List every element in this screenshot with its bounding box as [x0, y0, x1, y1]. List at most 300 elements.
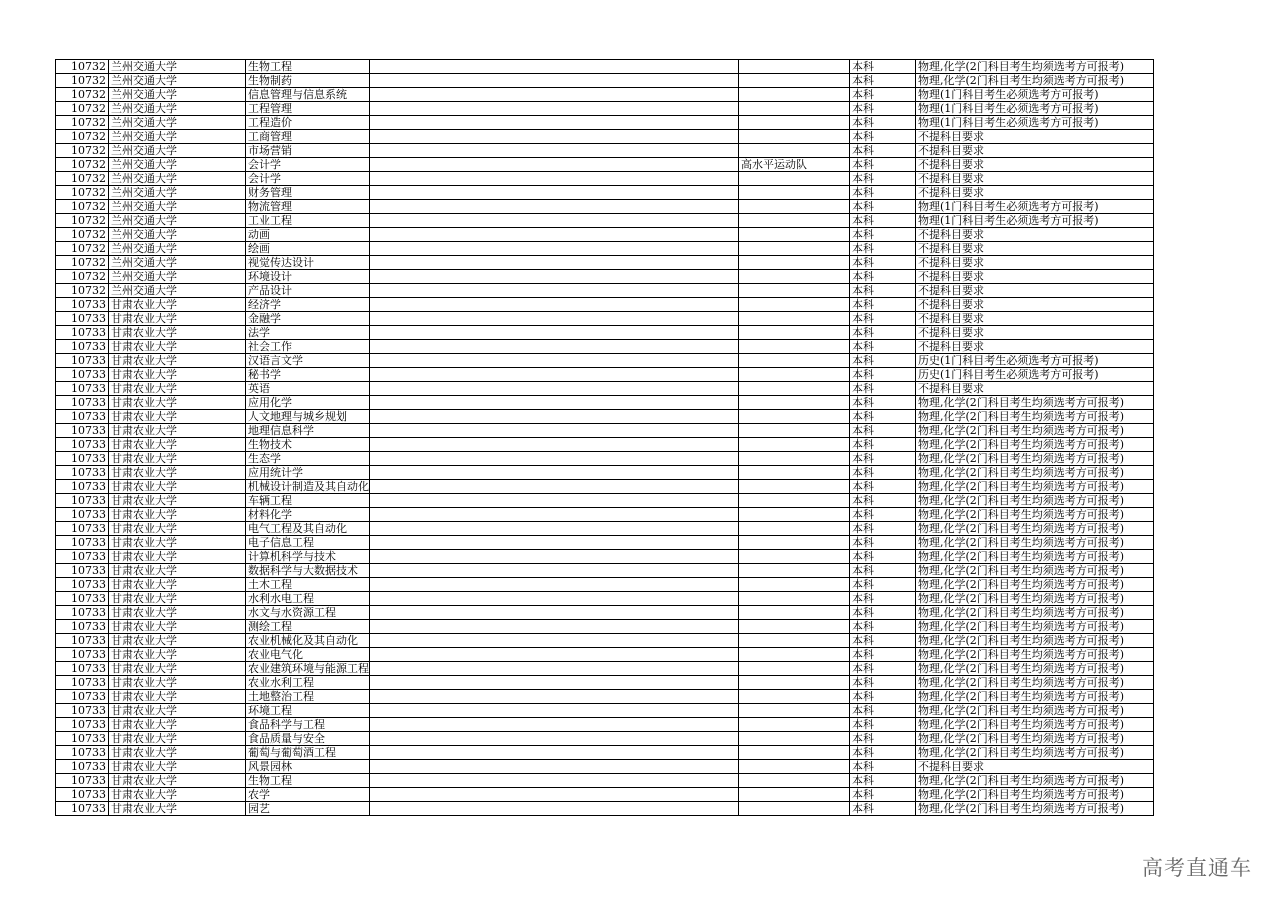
school-name-cell: 甘肃农业大学 [109, 718, 246, 732]
subject-requirement-cell: 物理,化学(2门科目考生均须选考方可报考) [916, 536, 1154, 550]
school-name-cell: 兰州交通大学 [109, 74, 246, 88]
admission-table [55, 59, 1154, 816]
school-name-cell: 甘肃农业大学 [109, 620, 246, 634]
note-cell [370, 494, 739, 508]
watermark: 高考直通车 [1142, 856, 1252, 880]
subject-requirement-cell: 物理,化学(2门科目考生均须选考方可报考) [916, 522, 1154, 536]
major-name-cell: 工业工程 [246, 214, 370, 228]
table-row [56, 704, 1154, 718]
table-row [56, 74, 1154, 88]
major-name-cell: 环境工程 [246, 704, 370, 718]
school-code-cell: 10732 [56, 144, 109, 158]
note-cell [370, 214, 739, 228]
subject-requirement-cell: 物理,化学(2门科目考生均须选考方可报考) [916, 606, 1154, 620]
major-name-cell: 工商管理 [246, 130, 370, 144]
major-name-cell: 动画 [246, 228, 370, 242]
subject-requirement-cell: 物理,化学(2门科目考生均须选考方可报考) [916, 480, 1154, 494]
note-cell [370, 158, 739, 172]
subject-requirement-cell: 不提科目要求 [916, 326, 1154, 340]
plan-type-cell [739, 522, 850, 536]
level-cell: 本科 [850, 256, 916, 270]
plan-type-cell [739, 200, 850, 214]
table-row [56, 200, 1154, 214]
level-cell: 本科 [850, 466, 916, 480]
major-name-cell: 数据科学与大数据技术 [246, 564, 370, 578]
major-name-cell: 生物工程 [246, 60, 370, 74]
subject-requirement-cell: 不提科目要求 [916, 158, 1154, 172]
major-name-cell: 农业电气化 [246, 648, 370, 662]
major-name-cell: 英语 [246, 382, 370, 396]
plan-type-cell: 高水平运动队 [739, 158, 850, 172]
table-row [56, 760, 1154, 774]
note-cell [370, 802, 739, 816]
major-name-cell: 土地整治工程 [246, 690, 370, 704]
note-cell [370, 256, 739, 270]
school-code-cell: 10733 [56, 494, 109, 508]
level-cell: 本科 [850, 298, 916, 312]
level-cell: 本科 [850, 396, 916, 410]
note-cell [370, 74, 739, 88]
level-cell: 本科 [850, 732, 916, 746]
major-name-cell: 工程造价 [246, 116, 370, 130]
table-row [56, 438, 1154, 452]
table-row [56, 88, 1154, 102]
subject-requirement-cell: 不提科目要求 [916, 256, 1154, 270]
school-code-cell: 10733 [56, 774, 109, 788]
table-row [56, 186, 1154, 200]
subject-requirement-cell: 物理(1门科目考生必须选考方可报考) [916, 88, 1154, 102]
level-cell: 本科 [850, 592, 916, 606]
major-name-cell: 应用统计学 [246, 466, 370, 480]
school-code-cell: 10733 [56, 592, 109, 606]
subject-requirement-cell: 物理,化学(2门科目考生均须选考方可报考) [916, 634, 1154, 648]
school-code-cell: 10733 [56, 396, 109, 410]
note-cell [370, 368, 739, 382]
subject-requirement-cell: 不提科目要求 [916, 312, 1154, 326]
table-row [56, 396, 1154, 410]
note-cell [370, 200, 739, 214]
plan-type-cell [739, 802, 850, 816]
school-code-cell: 10732 [56, 242, 109, 256]
major-name-cell: 金融学 [246, 312, 370, 326]
school-code-cell: 10733 [56, 606, 109, 620]
major-name-cell: 水文与水资源工程 [246, 606, 370, 620]
subject-requirement-cell: 物理,化学(2门科目考生均须选考方可报考) [916, 690, 1154, 704]
table-row [56, 270, 1154, 284]
school-code-cell: 10732 [56, 74, 109, 88]
school-name-cell: 兰州交通大学 [109, 102, 246, 116]
table-row [56, 788, 1154, 802]
subject-requirement-cell: 物理,化学(2门科目考生均须选考方可报考) [916, 60, 1154, 74]
subject-requirement-cell: 不提科目要求 [916, 228, 1154, 242]
major-name-cell: 测绘工程 [246, 620, 370, 634]
school-code-cell: 10733 [56, 424, 109, 438]
plan-type-cell [739, 228, 850, 242]
table-row [56, 718, 1154, 732]
school-code-cell: 10732 [56, 228, 109, 242]
level-cell: 本科 [850, 788, 916, 802]
note-cell [370, 634, 739, 648]
school-code-cell: 10733 [56, 508, 109, 522]
school-code-cell: 10733 [56, 760, 109, 774]
school-name-cell: 兰州交通大学 [109, 60, 246, 74]
table-row [56, 802, 1154, 816]
plan-type-cell [739, 172, 850, 186]
major-name-cell: 应用化学 [246, 396, 370, 410]
level-cell: 本科 [850, 606, 916, 620]
level-cell: 本科 [850, 662, 916, 676]
table-row [56, 550, 1154, 564]
note-cell [370, 410, 739, 424]
school-code-cell: 10733 [56, 466, 109, 480]
major-name-cell: 人文地理与城乡规划 [246, 410, 370, 424]
level-cell: 本科 [850, 480, 916, 494]
school-name-cell: 兰州交通大学 [109, 214, 246, 228]
school-code-cell: 10733 [56, 564, 109, 578]
subject-requirement-cell: 物理,化学(2门科目考生均须选考方可报考) [916, 676, 1154, 690]
plan-type-cell [739, 102, 850, 116]
school-code-cell: 10733 [56, 746, 109, 760]
table-row [56, 116, 1154, 130]
school-name-cell: 甘肃农业大学 [109, 326, 246, 340]
subject-requirement-cell: 不提科目要求 [916, 284, 1154, 298]
subject-requirement-cell: 物理,化学(2门科目考生均须选考方可报考) [916, 732, 1154, 746]
level-cell: 本科 [850, 494, 916, 508]
level-cell: 本科 [850, 760, 916, 774]
plan-type-cell [739, 732, 850, 746]
subject-requirement-cell: 物理,化学(2门科目考生均须选考方可报考) [916, 424, 1154, 438]
plan-type-cell [739, 130, 850, 144]
school-name-cell: 甘肃农业大学 [109, 424, 246, 438]
note-cell [370, 144, 739, 158]
major-name-cell: 生态学 [246, 452, 370, 466]
school-name-cell: 甘肃农业大学 [109, 522, 246, 536]
level-cell: 本科 [850, 340, 916, 354]
note-cell [370, 620, 739, 634]
subject-requirement-cell: 物理,化学(2门科目考生均须选考方可报考) [916, 620, 1154, 634]
school-code-cell: 10733 [56, 438, 109, 452]
subject-requirement-cell: 物理,化学(2门科目考生均须选考方可报考) [916, 508, 1154, 522]
school-code-cell: 10733 [56, 732, 109, 746]
school-code-cell: 10732 [56, 214, 109, 228]
major-name-cell: 财务管理 [246, 186, 370, 200]
major-name-cell: 视觉传达设计 [246, 256, 370, 270]
level-cell: 本科 [850, 536, 916, 550]
subject-requirement-cell: 不提科目要求 [916, 340, 1154, 354]
level-cell: 本科 [850, 200, 916, 214]
table-row [56, 144, 1154, 158]
subject-requirement-cell: 历史(1门科目考生必须选考方可报考) [916, 354, 1154, 368]
school-name-cell: 兰州交通大学 [109, 270, 246, 284]
major-name-cell: 法学 [246, 326, 370, 340]
school-name-cell: 甘肃农业大学 [109, 494, 246, 508]
note-cell [370, 788, 739, 802]
subject-requirement-cell: 物理,化学(2门科目考生均须选考方可报考) [916, 396, 1154, 410]
note-cell [370, 746, 739, 760]
school-code-cell: 10733 [56, 536, 109, 550]
note-cell [370, 564, 739, 578]
major-name-cell: 经济学 [246, 298, 370, 312]
note-cell [370, 102, 739, 116]
school-code-cell: 10732 [56, 130, 109, 144]
school-name-cell: 兰州交通大学 [109, 228, 246, 242]
note-cell [370, 326, 739, 340]
table-row [56, 690, 1154, 704]
note-cell [370, 312, 739, 326]
major-name-cell: 汉语言文学 [246, 354, 370, 368]
school-code-cell: 10733 [56, 340, 109, 354]
note-cell [370, 480, 739, 494]
table-row [56, 676, 1154, 690]
school-code-cell: 10732 [56, 116, 109, 130]
table-row [56, 256, 1154, 270]
school-name-cell: 兰州交通大学 [109, 130, 246, 144]
level-cell: 本科 [850, 102, 916, 116]
school-name-cell: 甘肃农业大学 [109, 410, 246, 424]
subject-requirement-cell: 物理(1门科目考生必须选考方可报考) [916, 102, 1154, 116]
major-name-cell: 车辆工程 [246, 494, 370, 508]
level-cell: 本科 [850, 746, 916, 760]
level-cell: 本科 [850, 116, 916, 130]
major-name-cell: 信息管理与信息系统 [246, 88, 370, 102]
table-row [56, 340, 1154, 354]
subject-requirement-cell: 物理,化学(2门科目考生均须选考方可报考) [916, 466, 1154, 480]
plan-type-cell [739, 662, 850, 676]
plan-type-cell [739, 746, 850, 760]
level-cell: 本科 [850, 270, 916, 284]
major-name-cell: 产品设计 [246, 284, 370, 298]
school-name-cell: 甘肃农业大学 [109, 690, 246, 704]
plan-type-cell [739, 88, 850, 102]
note-cell [370, 228, 739, 242]
school-code-cell: 10733 [56, 550, 109, 564]
plan-type-cell [739, 466, 850, 480]
plan-type-cell [739, 634, 850, 648]
subject-requirement-cell: 物理,化学(2门科目考生均须选考方可报考) [916, 410, 1154, 424]
plan-type-cell [739, 382, 850, 396]
level-cell: 本科 [850, 214, 916, 228]
plan-type-cell [739, 396, 850, 410]
level-cell: 本科 [850, 312, 916, 326]
note-cell [370, 270, 739, 284]
school-name-cell: 甘肃农业大学 [109, 760, 246, 774]
level-cell: 本科 [850, 424, 916, 438]
note-cell [370, 60, 739, 74]
school-code-cell: 10732 [56, 158, 109, 172]
level-cell: 本科 [850, 438, 916, 452]
table-row [56, 130, 1154, 144]
level-cell: 本科 [850, 452, 916, 466]
school-code-cell: 10732 [56, 88, 109, 102]
major-name-cell: 农业水利工程 [246, 676, 370, 690]
level-cell: 本科 [850, 802, 916, 816]
school-code-cell: 10733 [56, 704, 109, 718]
school-code-cell: 10733 [56, 788, 109, 802]
level-cell: 本科 [850, 676, 916, 690]
subject-requirement-cell: 不提科目要求 [916, 298, 1154, 312]
major-name-cell: 工程管理 [246, 102, 370, 116]
level-cell: 本科 [850, 410, 916, 424]
note-cell [370, 690, 739, 704]
school-code-cell: 10732 [56, 270, 109, 284]
major-name-cell: 材料化学 [246, 508, 370, 522]
school-code-cell: 10733 [56, 620, 109, 634]
school-name-cell: 兰州交通大学 [109, 144, 246, 158]
school-code-cell: 10733 [56, 452, 109, 466]
major-name-cell: 农业机械化及其自动化 [246, 634, 370, 648]
school-name-cell: 甘肃农业大学 [109, 368, 246, 382]
subject-requirement-cell: 不提科目要求 [916, 270, 1154, 284]
plan-type-cell [739, 788, 850, 802]
level-cell: 本科 [850, 158, 916, 172]
major-name-cell: 园艺 [246, 802, 370, 816]
plan-type-cell [739, 564, 850, 578]
table-row [56, 746, 1154, 760]
major-name-cell: 农业建筑环境与能源工程 [246, 662, 370, 676]
level-cell: 本科 [850, 704, 916, 718]
school-name-cell: 甘肃农业大学 [109, 704, 246, 718]
table-row [56, 298, 1154, 312]
level-cell: 本科 [850, 634, 916, 648]
major-name-cell: 会计学 [246, 172, 370, 186]
subject-requirement-cell: 历史(1门科目考生必须选考方可报考) [916, 368, 1154, 382]
school-code-cell: 10733 [56, 354, 109, 368]
subject-requirement-cell: 物理(1门科目考生必须选考方可报考) [916, 200, 1154, 214]
note-cell [370, 396, 739, 410]
level-cell: 本科 [850, 144, 916, 158]
table-row [56, 606, 1154, 620]
major-name-cell: 电子信息工程 [246, 536, 370, 550]
table-row [56, 354, 1154, 368]
school-code-cell: 10733 [56, 312, 109, 326]
level-cell: 本科 [850, 242, 916, 256]
table-row [56, 536, 1154, 550]
table-row [56, 158, 1154, 172]
note-cell [370, 340, 739, 354]
school-name-cell: 兰州交通大学 [109, 256, 246, 270]
major-name-cell: 生物工程 [246, 774, 370, 788]
school-code-cell: 10733 [56, 802, 109, 816]
plan-type-cell [739, 214, 850, 228]
school-name-cell: 甘肃农业大学 [109, 550, 246, 564]
table-row [56, 284, 1154, 298]
note-cell [370, 298, 739, 312]
plan-type-cell [739, 312, 850, 326]
major-name-cell: 农学 [246, 788, 370, 802]
school-name-cell: 甘肃农业大学 [109, 452, 246, 466]
plan-type-cell [739, 256, 850, 270]
subject-requirement-cell: 物理,化学(2门科目考生均须选考方可报考) [916, 550, 1154, 564]
table-row [56, 592, 1154, 606]
table-row [56, 172, 1154, 186]
school-name-cell: 甘肃农业大学 [109, 466, 246, 480]
school-code-cell: 10733 [56, 368, 109, 382]
level-cell: 本科 [850, 718, 916, 732]
major-name-cell: 食品质量与安全 [246, 732, 370, 746]
subject-requirement-cell: 不提科目要求 [916, 382, 1154, 396]
table-row [56, 578, 1154, 592]
table-row [56, 368, 1154, 382]
plan-type-cell [739, 508, 850, 522]
note-cell [370, 550, 739, 564]
subject-requirement-cell: 不提科目要求 [916, 144, 1154, 158]
plan-type-cell [739, 620, 850, 634]
school-name-cell: 甘肃农业大学 [109, 592, 246, 606]
school-name-cell: 甘肃农业大学 [109, 438, 246, 452]
table-row [56, 242, 1154, 256]
school-code-cell: 10733 [56, 410, 109, 424]
table-row [56, 452, 1154, 466]
table-row [56, 508, 1154, 522]
table-row [56, 410, 1154, 424]
school-name-cell: 甘肃农业大学 [109, 382, 246, 396]
note-cell [370, 522, 739, 536]
table-row [56, 732, 1154, 746]
plan-type-cell [739, 424, 850, 438]
school-code-cell: 10732 [56, 200, 109, 214]
major-name-cell: 物流管理 [246, 200, 370, 214]
note-cell [370, 130, 739, 144]
plan-type-cell [739, 368, 850, 382]
plan-type-cell [739, 494, 850, 508]
school-name-cell: 甘肃农业大学 [109, 746, 246, 760]
plan-type-cell [739, 760, 850, 774]
note-cell [370, 774, 739, 788]
subject-requirement-cell: 物理(1门科目考生必须选考方可报考) [916, 116, 1154, 130]
subject-requirement-cell: 物理,化学(2门科目考生均须选考方可报考) [916, 774, 1154, 788]
school-code-cell: 10733 [56, 662, 109, 676]
major-name-cell: 地理信息科学 [246, 424, 370, 438]
subject-requirement-cell: 物理,化学(2门科目考生均须选考方可报考) [916, 438, 1154, 452]
plan-type-cell [739, 298, 850, 312]
note-cell [370, 354, 739, 368]
note-cell [370, 676, 739, 690]
major-name-cell: 土木工程 [246, 578, 370, 592]
school-name-cell: 兰州交通大学 [109, 284, 246, 298]
plan-type-cell [739, 340, 850, 354]
subject-requirement-cell: 物理,化学(2门科目考生均须选考方可报考) [916, 662, 1154, 676]
level-cell: 本科 [850, 550, 916, 564]
level-cell: 本科 [850, 368, 916, 382]
plan-type-cell [739, 410, 850, 424]
plan-type-cell [739, 774, 850, 788]
school-name-cell: 甘肃农业大学 [109, 802, 246, 816]
plan-type-cell [739, 550, 850, 564]
plan-type-cell [739, 592, 850, 606]
table-row [56, 634, 1154, 648]
table-row [56, 326, 1154, 340]
school-name-cell: 甘肃农业大学 [109, 536, 246, 550]
level-cell: 本科 [850, 508, 916, 522]
level-cell: 本科 [850, 74, 916, 88]
note-cell [370, 116, 739, 130]
major-name-cell: 绘画 [246, 242, 370, 256]
school-code-cell: 10733 [56, 578, 109, 592]
level-cell: 本科 [850, 620, 916, 634]
level-cell: 本科 [850, 326, 916, 340]
level-cell: 本科 [850, 88, 916, 102]
major-name-cell: 环境设计 [246, 270, 370, 284]
plan-type-cell [739, 326, 850, 340]
note-cell [370, 648, 739, 662]
plan-type-cell [739, 648, 850, 662]
note-cell [370, 452, 739, 466]
school-name-cell: 甘肃农业大学 [109, 732, 246, 746]
major-name-cell: 电气工程及其自动化 [246, 522, 370, 536]
school-name-cell: 甘肃农业大学 [109, 676, 246, 690]
table-row [56, 522, 1154, 536]
school-name-cell: 兰州交通大学 [109, 158, 246, 172]
